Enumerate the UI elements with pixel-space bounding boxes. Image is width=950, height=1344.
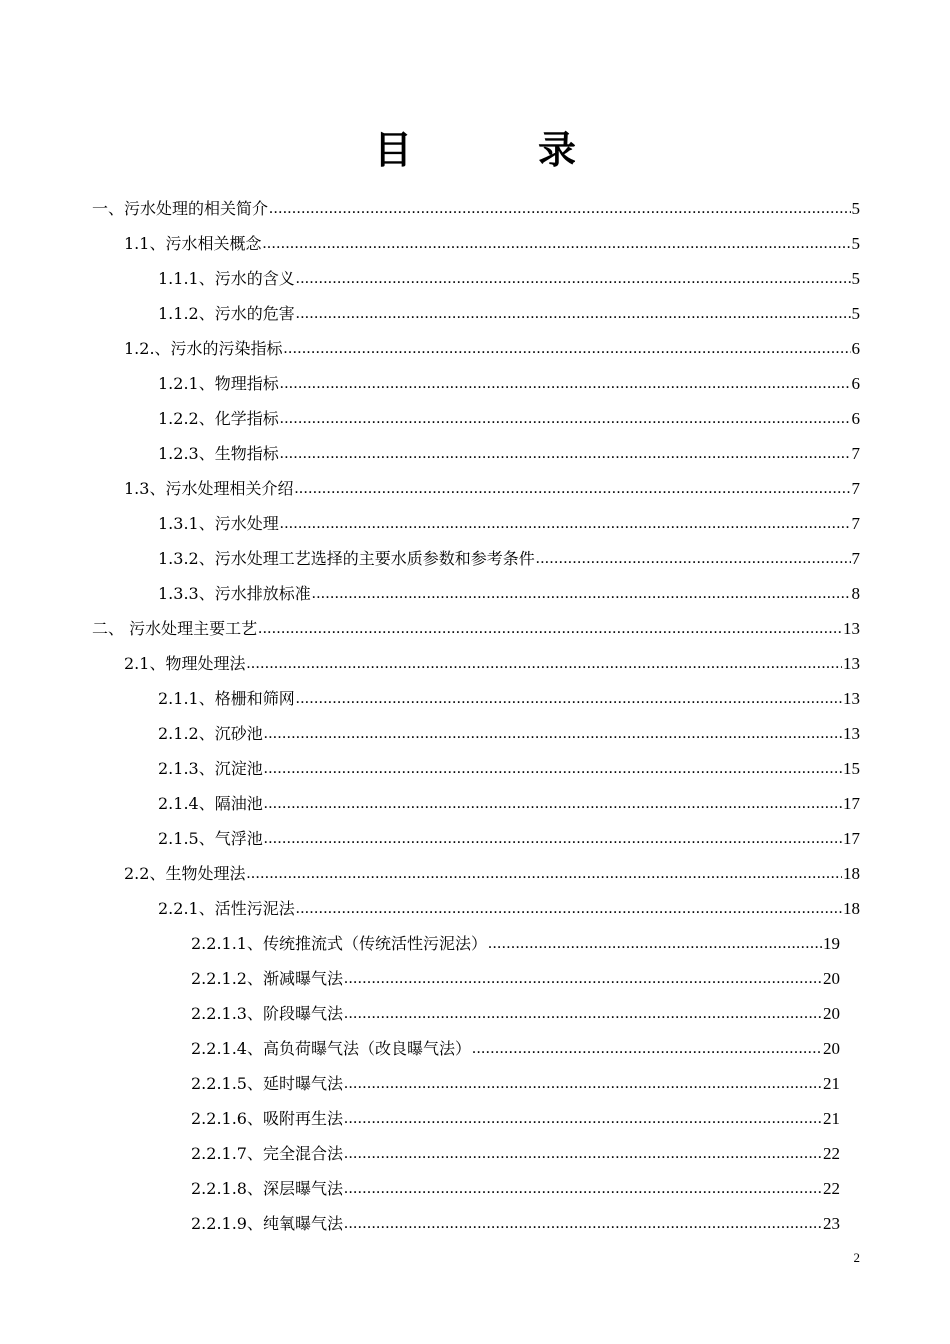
toc-entry-page: 5 — [851, 234, 860, 253]
toc-entry[interactable] — [191, 1206, 840, 1241]
toc-entry-page: 17 — [843, 829, 860, 848]
toc-leader-dots — [280, 366, 851, 401]
toc-leader-dots — [344, 1206, 822, 1241]
toc-entry-label: 2.2.1.8、深层曝气法 — [191, 1179, 343, 1198]
toc-entry-page: 20 — [823, 1039, 840, 1058]
toc-entry-label: 2.2.1.6、吸附再生法 — [191, 1109, 343, 1128]
toc-entry[interactable] — [124, 331, 860, 366]
toc-entry[interactable] — [191, 1066, 840, 1101]
toc-entry-label: 2.2.1.3、阶段曝气法 — [191, 1004, 343, 1023]
toc-entry-page: 23 — [823, 1214, 840, 1233]
toc-entry-page: 8 — [851, 584, 860, 603]
toc-entry[interactable] — [191, 961, 840, 996]
toc-entry[interactable] — [158, 296, 860, 331]
toc-leader-dots — [264, 751, 842, 786]
toc-leader-dots — [296, 891, 842, 926]
toc-entry-page: 18 — [843, 899, 860, 918]
toc-leader-dots — [472, 1031, 822, 1066]
toc-leader-dots — [264, 786, 842, 821]
toc-entry-page: 21 — [823, 1074, 840, 1093]
toc-entry[interactable] — [158, 541, 860, 576]
toc-entry-page: 17 — [843, 794, 860, 813]
toc-entry-page: 7 — [851, 514, 860, 533]
toc-entry-label: 二、 污水处理主要工艺 — [92, 619, 258, 638]
toc-entry-page: 7 — [851, 549, 860, 568]
toc-entry-page: 13 — [843, 689, 860, 708]
toc-leader-dots — [488, 926, 822, 961]
toc-leader-dots — [344, 996, 822, 1031]
toc-entry-label: 2.2.1.2、渐减曝气法 — [191, 969, 343, 988]
toc-entry-page: 6 — [851, 409, 860, 428]
toc-leader-dots — [262, 226, 850, 261]
toc-entry[interactable] — [158, 821, 860, 856]
toc-entry[interactable] — [158, 751, 860, 786]
toc-leader-dots — [344, 1171, 822, 1206]
toc-entry-page: 13 — [843, 724, 860, 743]
toc-entry-label: 一、污水处理的相关简介 — [92, 199, 269, 218]
toc-entry[interactable] — [92, 191, 860, 226]
toc-entry-label: 2.2.1.5、延时曝气法 — [191, 1074, 343, 1093]
toc-entry-label: 2.2.1.1、传统推流式（传统活性污泥法） — [191, 934, 487, 953]
toc-entry-label: 1.2.1、物理指标 — [158, 374, 279, 393]
toc-entry[interactable] — [191, 1101, 840, 1136]
toc-leader-dots — [536, 541, 851, 576]
toc-leader-dots — [264, 716, 842, 751]
toc-entry[interactable] — [158, 576, 860, 611]
toc-entry[interactable] — [124, 646, 860, 681]
toc-entry-label: 1.1.2、污水的危害 — [158, 304, 295, 323]
toc-leader-dots — [296, 261, 851, 296]
toc-entry[interactable] — [158, 401, 860, 436]
toc-leader-dots — [294, 471, 850, 506]
toc-entry-label: 1.3.3、污水排放标准 — [158, 584, 311, 603]
toc-leader-dots — [344, 1101, 822, 1136]
toc-entry-page: 7 — [851, 479, 860, 498]
toc-entry-label: 2.1.2、沉砂池 — [158, 724, 263, 743]
toc-entry-label: 2.2.1、活性污泥法 — [158, 899, 295, 918]
toc-leader-dots — [246, 646, 842, 681]
toc-entry[interactable] — [191, 1171, 840, 1206]
toc-leader-dots — [344, 961, 822, 996]
toc-entry-label: 2.1.1、格栅和筛网 — [158, 689, 295, 708]
toc-entry-label: 2.2.1.7、完全混合法 — [191, 1144, 343, 1163]
toc-leader-dots — [344, 1066, 822, 1101]
toc-entry-page: 22 — [823, 1144, 840, 1163]
toc-entry-label: 1.3.1、污水处理 — [158, 514, 279, 533]
toc-leader-dots — [280, 401, 851, 436]
toc-entry-page: 20 — [823, 969, 840, 988]
toc-entry-page: 13 — [843, 619, 860, 638]
toc-entry-label: 2.2.1.9、纯氧曝气法 — [191, 1214, 343, 1233]
toc-entry-page: 5 — [851, 269, 860, 288]
toc-entry[interactable] — [191, 926, 840, 961]
toc-entry-page: 7 — [851, 444, 860, 463]
toc-entry[interactable] — [158, 681, 860, 716]
toc-entry-label: 2.1.4、隔油池 — [158, 794, 263, 813]
toc-entry-label: 1.2.、污水的污染指标 — [124, 339, 283, 358]
toc-leader-dots — [269, 191, 850, 226]
toc-entry-label: 1.3.2、污水处理工艺选择的主要水质参数和参考条件 — [158, 549, 535, 568]
toc-entry[interactable] — [92, 611, 860, 646]
toc-entry-page: 6 — [851, 374, 860, 393]
toc-leader-dots — [280, 506, 851, 541]
toc-entry-label: 1.2.3、生物指标 — [158, 444, 279, 463]
toc-entry-page: 22 — [823, 1179, 840, 1198]
toc-entry[interactable] — [191, 996, 840, 1031]
toc-leader-dots — [296, 296, 851, 331]
toc-entry[interactable] — [158, 261, 860, 296]
toc-entry-label: 1.2.2、化学指标 — [158, 409, 279, 428]
toc-entry-label: 2.1.5、气浮池 — [158, 829, 263, 848]
toc-entry-label: 2.2、生物处理法 — [124, 864, 246, 883]
page-title: 目 录 — [373, 128, 620, 172]
toc-entry[interactable] — [191, 1031, 840, 1066]
toc-entry-page: 20 — [823, 1004, 840, 1023]
toc-entry[interactable] — [124, 471, 860, 506]
toc-leader-dots — [264, 821, 842, 856]
toc-entry-page: 18 — [843, 864, 860, 883]
toc-leader-dots — [344, 1136, 822, 1171]
toc-entry[interactable] — [158, 786, 860, 821]
toc-entry[interactable] — [158, 891, 860, 926]
toc-entry-label: 1.3、污水处理相关介绍 — [124, 479, 294, 498]
toc-leader-dots — [284, 331, 851, 366]
toc-entry[interactable] — [158, 436, 860, 471]
toc-entry-page: 21 — [823, 1109, 840, 1128]
toc-entry-page: 5 — [851, 199, 860, 218]
toc-entry[interactable] — [124, 856, 860, 891]
toc-entry-page: 6 — [851, 339, 860, 358]
toc-entry[interactable] — [158, 506, 860, 541]
toc-leader-dots — [296, 681, 842, 716]
toc-entry[interactable] — [158, 716, 860, 751]
toc-leader-dots — [246, 856, 842, 891]
toc-leader-dots — [258, 611, 842, 646]
toc-entry-page: 5 — [851, 304, 860, 323]
toc-entry[interactable] — [158, 366, 860, 401]
toc-entry-page: 19 — [823, 934, 840, 953]
toc-entry-page: 15 — [843, 759, 860, 778]
toc-leader-dots — [280, 436, 851, 471]
toc-entry[interactable] — [191, 1136, 840, 1171]
toc-entry-label: 2.2.1.4、高负荷曝气法（改良曝气法） — [191, 1039, 471, 1058]
toc-entry-label: 2.1、物理处理法 — [124, 654, 246, 673]
footer-page-number: 2 — [853, 1250, 860, 1265]
toc-entry-label: 1.1.1、污水的含义 — [158, 269, 295, 288]
toc-entry[interactable] — [124, 226, 860, 261]
toc-entry-label: 2.1.3、沉淀池 — [158, 759, 263, 778]
toc-leader-dots — [312, 576, 851, 611]
toc-entry-label: 1.1、污水相关概念 — [124, 234, 262, 253]
toc-entry-page: 13 — [843, 654, 860, 673]
